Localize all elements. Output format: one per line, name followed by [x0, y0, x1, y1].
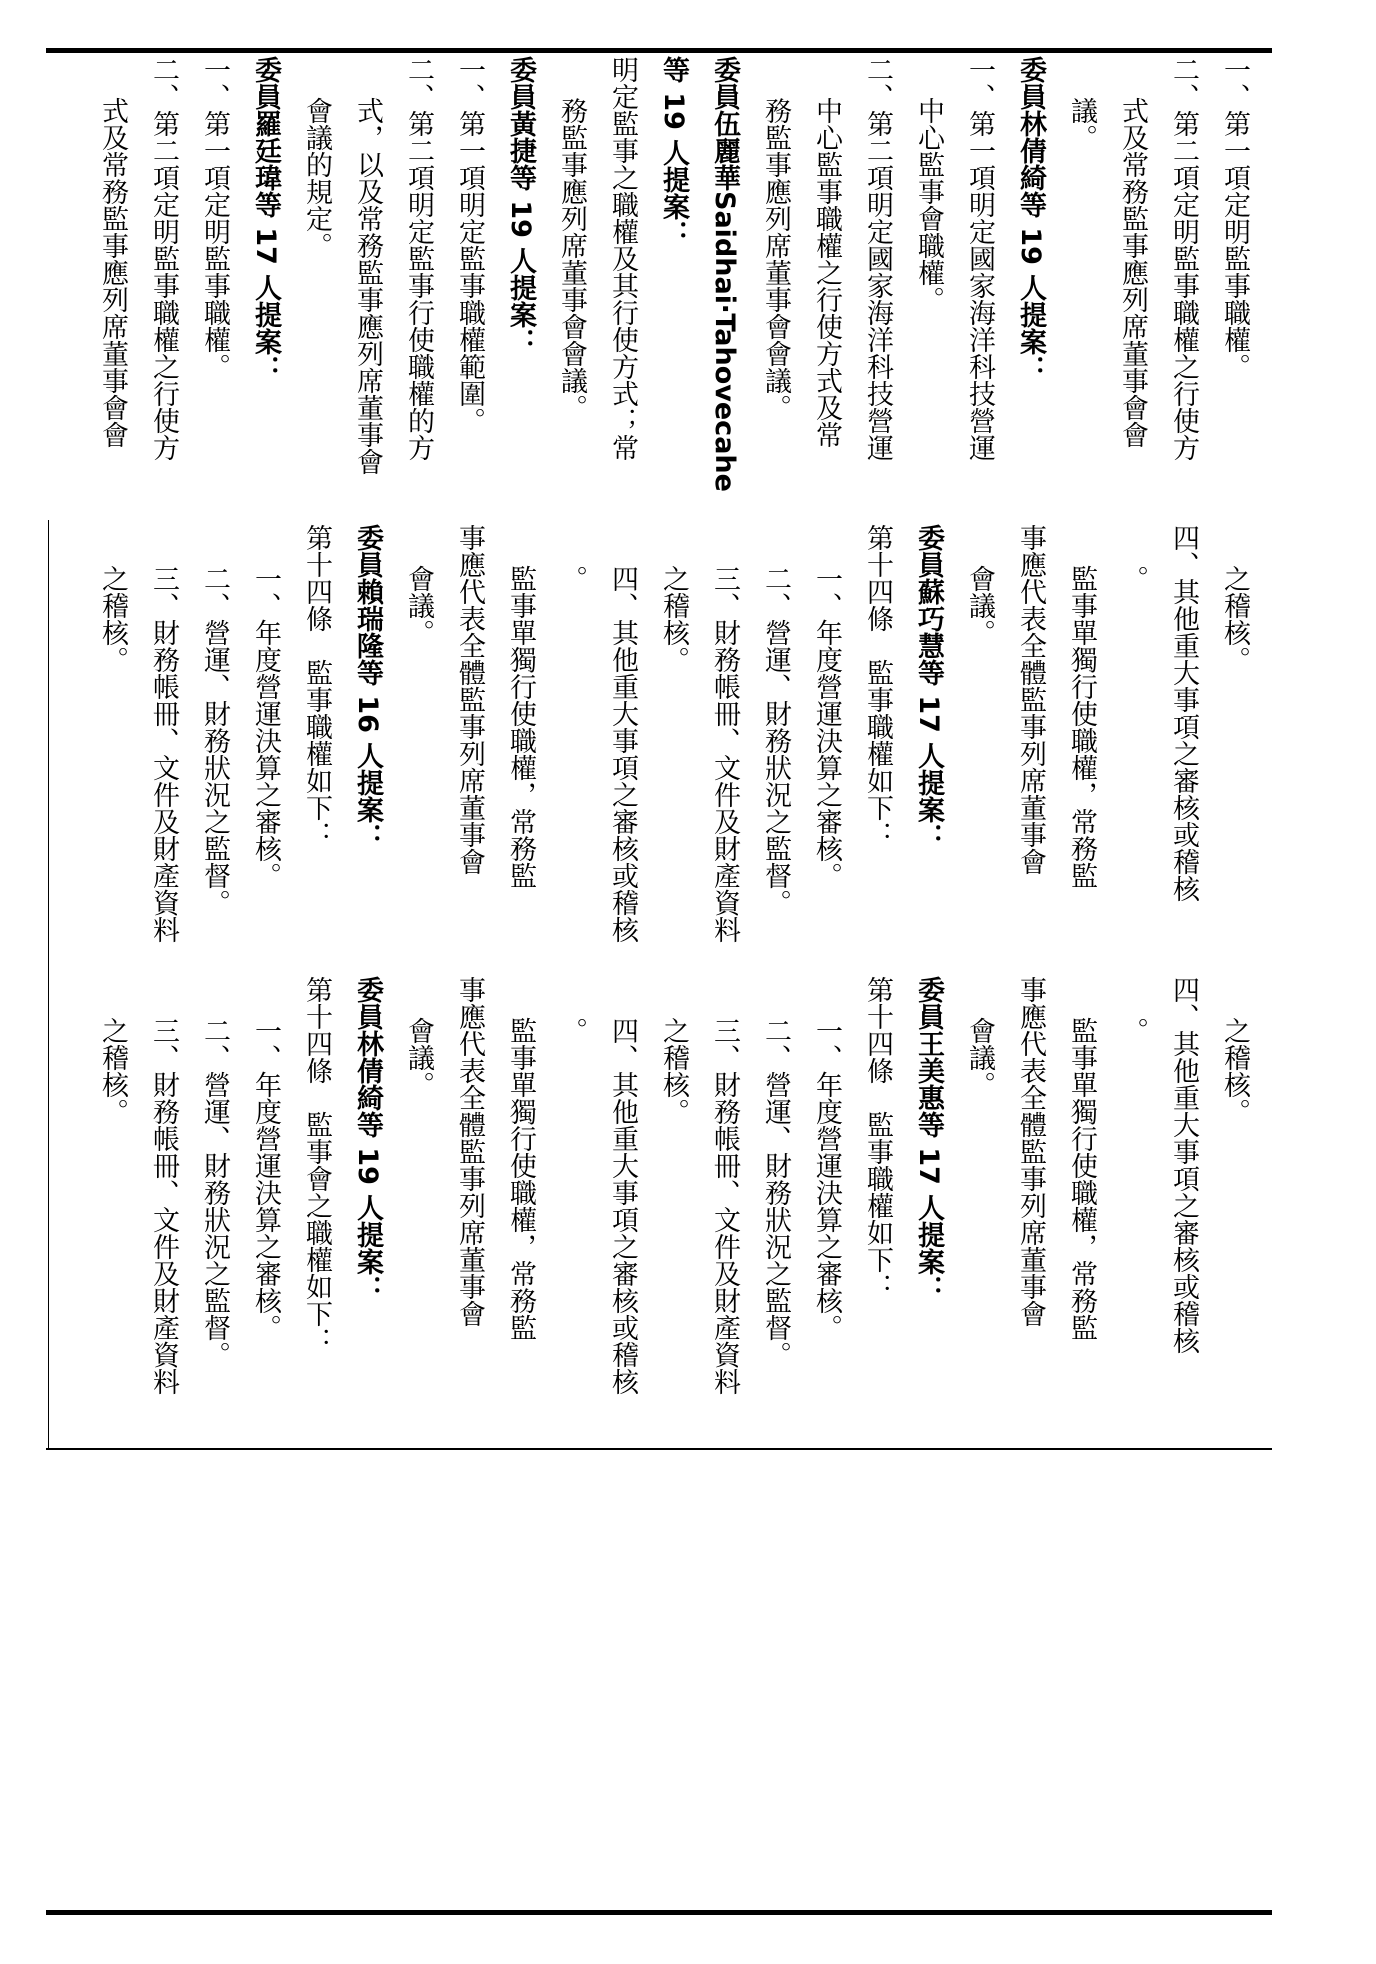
text-line: 一、年度營運決算之審核。: [250, 564, 281, 889]
text-line: 四、其他重大事項之審核或稽核: [607, 564, 638, 943]
text-line: 一、第一項定明監事職權。: [1219, 56, 1250, 380]
text-line: 式及常務監事應列席董事會會: [97, 96, 128, 448]
text-line: 二、營運、財務狀況之監督。: [199, 1016, 230, 1368]
proposal-heading: 委員蘇巧慧等 17 人提案：: [913, 524, 944, 851]
text-line: 會議的規定。: [301, 96, 332, 259]
text-line: 監事單獨行使職權，常務監: [505, 564, 536, 889]
text-line: 二、第二項定明監事職權之行使方: [1168, 56, 1199, 461]
text-line: 會議。: [964, 564, 995, 646]
proposal-heading: 委員王美惠等 17 人提案：: [913, 976, 944, 1303]
proposal-heading: 委員賴瑞隆等 16 人提案：: [352, 524, 383, 851]
text-line: 明定監事之職權及其行使方式；常: [607, 56, 638, 461]
text-line: 。: [1117, 1016, 1148, 1044]
proposal-heading: 委員伍麗華Saidhai‧Tahovecahe: [709, 56, 740, 492]
proposal-heading: 委員黃捷等 19 人提案：: [505, 56, 536, 356]
text-line: 第十四條 監事會之職權如下：: [301, 976, 332, 1354]
proposal-heading: 委員林倩綺等 19 人提案：: [352, 976, 383, 1303]
text-line: 會議。: [403, 564, 434, 646]
column-separator-1: [48, 520, 49, 968]
text-line: 三、財務帳冊、文件及財產資料: [148, 564, 179, 943]
text-line: 一、年度營運決算之審核。: [811, 564, 842, 889]
text-line: 一、第一項明定國家海洋科技營運: [964, 56, 995, 461]
text-column-lower: [56, 976, 1260, 1442]
text-line: 監事單獨行使職權，常務監: [1066, 564, 1097, 889]
text-line: 二、第二項定明監事職權之行使方: [148, 56, 179, 461]
proposal-heading: 等 19 人提案：: [658, 56, 689, 248]
text-line: 三、財務帳冊、文件及財產資料: [709, 564, 740, 943]
text-line: 之稽核。: [1219, 1016, 1250, 1125]
text-line: 事應代表全體監事列席董事會: [454, 976, 485, 1327]
proposal-heading: 委員林倩綺等 19 人提案：: [1015, 56, 1046, 383]
text-line: 二、第二項明定國家海洋科技營運: [862, 56, 893, 461]
text-line: 。: [1117, 564, 1148, 592]
middle-rule: [46, 1448, 1272, 1450]
text-line: 第十四條 監事職權如下：: [301, 524, 332, 848]
text-line: 議。: [1066, 96, 1097, 151]
text-line: 監事單獨行使職權，常務監: [505, 1016, 536, 1341]
text-line: 第十四條 監事職權如下：: [862, 524, 893, 848]
text-line: 。: [556, 1016, 587, 1044]
text-line: 四、其他重大事項之審核或稽核: [607, 1016, 638, 1395]
text-line: 四、其他重大事項之審核或稽核: [1168, 976, 1199, 1354]
text-line: 之稽核。: [1219, 564, 1250, 673]
text-line: 一、第一項明定監事職權範圍。: [454, 56, 485, 434]
text-line: 二、第二項明定監事行使職權的方: [403, 56, 434, 461]
text-line: 中心監事會職權。: [913, 96, 944, 313]
text-line: 事應代表全體監事列席董事會: [1015, 524, 1046, 875]
text-line: 二、營運、財務狀況之監督。: [760, 564, 791, 916]
text-line: 中心監事職權之行使方式及常: [811, 96, 842, 448]
proposal-heading: 委員羅廷瑋等 17 人提案：: [250, 56, 281, 383]
text-line: 三、財務帳冊、文件及財產資料: [709, 1016, 740, 1395]
text-line: 四、其他重大事項之審核或稽核: [1168, 524, 1199, 902]
text-line: 式及常務監事應列席董事會會: [1117, 96, 1148, 448]
text-line: 之稽核。: [97, 564, 128, 673]
text-line: 監事單獨行使職權，常務監: [1066, 1016, 1097, 1341]
text-column-middle: [56, 524, 1260, 964]
text-line: 二、營運、財務狀況之監督。: [199, 564, 230, 916]
text-column-upper: [56, 56, 1260, 512]
text-line: 會議。: [403, 1016, 434, 1098]
bottom-rule: [46, 1910, 1272, 1915]
text-line: 三、財務帳冊、文件及財產資料: [148, 1016, 179, 1395]
text-line: 會議。: [964, 1016, 995, 1098]
text-line: 第十四條 監事職權如下：: [862, 976, 893, 1300]
text-line: 一、第一項定明監事職權。: [199, 56, 230, 380]
text-line: 務監事應列席董事會會議。: [556, 96, 587, 421]
text-line: 事應代表全體監事列席董事會: [454, 524, 485, 875]
text-line: 務監事應列席董事會會議。: [760, 96, 791, 421]
text-line: 之稽核。: [658, 1016, 689, 1125]
top-rule: [46, 48, 1272, 53]
text-line: 式，以及常務監事應列席董事會: [352, 96, 383, 475]
text-line: 二、營運、財務狀況之監督。: [760, 1016, 791, 1368]
text-line: 一、年度營運決算之審核。: [811, 1016, 842, 1341]
text-line: 之稽核。: [658, 564, 689, 673]
text-line: 。: [556, 564, 587, 592]
text-line: 之稽核。: [97, 1016, 128, 1125]
text-line: 事應代表全體監事列席董事會: [1015, 976, 1046, 1327]
text-line: 一、年度營運決算之審核。: [250, 1016, 281, 1341]
column-separator-2: [48, 968, 49, 1448]
